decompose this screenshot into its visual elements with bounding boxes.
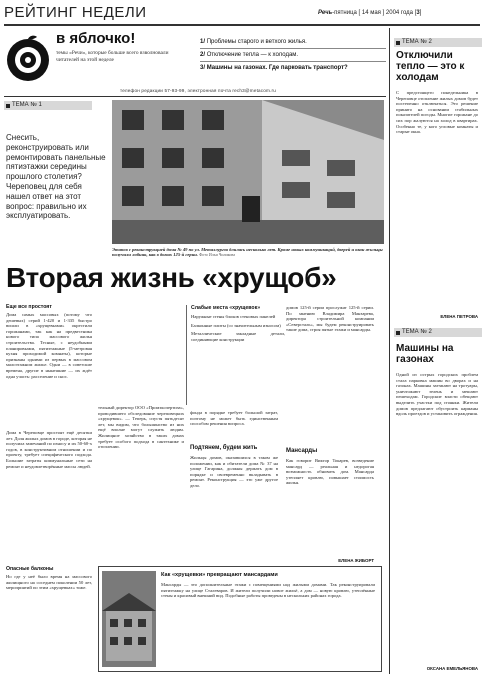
- page-number: 3: [416, 10, 420, 16]
- weak-point-3: Металлические закладные детали, соединяющие конструкции: [191, 331, 285, 342]
- masthead-meta: [318, 10, 421, 16]
- tema-2-bar-top: ТЕМА № 2: [394, 38, 482, 47]
- promo-item-1[interactable]: [200, 36, 386, 49]
- parking-headline: Машины на газонах: [396, 343, 454, 365]
- promo-rule: [4, 96, 386, 97]
- article-col-2: тельный директор ООО «Промэкспертиза», проводившего обследование череповецких «хрущевок». — Теперь, спустя пятьдесят лет, мы видим, что большинство из них ещё вполне могут служить людям. Жилищное хозяйство в таких домах требует особого подхода в сантехнике и отоплении.: [98, 405, 184, 450]
- article-col-3b: Жильцы домов, оказавшихся в таком же положении, как и обитатели дома № 37 на улице Гагарина, должны держать дом в порядке и своевременно вкладывать в ремонт. Реконструкция — это уже другое дело.: [190, 455, 278, 488]
- item-text: Проблемы старого и ветхого жилья.: [206, 39, 307, 45]
- subhead-balkony: Опасные балконы: [6, 566, 54, 572]
- lead-question: Снесить, реконструировать или ремонтировать панельные пятиэтажки середины прошлого столетия? Череповец для себя нашел ответ на этот вопрос: правильно их эксплуатировать.: [6, 133, 106, 221]
- right-divider: [389, 28, 390, 674]
- item-number: 2/: [200, 52, 206, 58]
- article-col-1b: Дома в Череповце простоят ещё десятки лет. Доля жилых домов в городе, которая не получила замечаний по износу и их 50-60-х годов, в конструктивном отношении и по проекту, требует специфического подхода. Большие затраты коммунальные сети на ремонт и неудовлетворённые массы людей.: [6, 430, 92, 469]
- item-number: 3/: [200, 65, 206, 71]
- article-col-4b: Как говорит Виктор Токарев, возведение мансард — реальная и недорогая возможность обновить дом. Мансарда утепляет кровлю, повышает стоимость жилья.: [286, 458, 374, 486]
- promo-item-2[interactable]: [200, 49, 386, 62]
- weak-points-box: [186, 305, 285, 405]
- tema-2-bar-bottom: ТЕМА № 2: [394, 328, 482, 337]
- promo-title: в яблочко!: [56, 30, 136, 47]
- bracket: ]: [419, 10, 422, 16]
- tema-1-bar: ТЕМА № 1: [4, 101, 92, 110]
- paper-name: Речь: [318, 10, 333, 16]
- weak-point-1: Наружные стены блоков стеновых панелей: [191, 314, 276, 319]
- heat-text: С предстоящего понедельника в Череповце отопление жилых домов будет постепенно отключаться. Это решение принято на основании стабильных показателей погоды. Многие горожане до сих пор жалуются на холод в квартирах. Особенно те, у кого угловые комнаты и старые окна.: [396, 90, 478, 135]
- subhead-mansardy: Мансарды: [286, 448, 318, 454]
- header-rule: [4, 24, 480, 26]
- building-photo: [112, 100, 384, 244]
- photo-caption: [112, 247, 384, 258]
- parking-text: Одной из острых городских проблем стала парковка машин во дворах и на газонах. Машины заезжают на тротуары, уничтожают зелень и мешают пешеходам. Городские власти обещают выделить участки под стоянки. Жители домов предлагают обустроить карманы вдоль проездов и установить ограждения.: [396, 372, 478, 417]
- mansard-photo: [102, 571, 156, 667]
- promo-list: [200, 36, 386, 74]
- article-col-1: Дома самых массовых (потому что дешевых) серий 1-420 и 1-335 быстро вошли в «хрущевками» окрестили горожанами, так как на предвестника нового типа массового жилья строительства. Тесные, с неудобными планировками, пятиэтажные (5-метровая кухня проходимой комнаты), которые признаны одними из первых в массовом малоэтажном жилье. Одни — в советские времена, другие в нынешние — их ждёт одна участь: расселение и снос.: [6, 312, 92, 379]
- promo-subtitle: темы «Речи», которые больше всего взволновали читателей на этой неделе: [56, 50, 169, 63]
- parking-byline: ОКСАНА ЕМЕЛЬЯНОВА: [426, 666, 478, 671]
- main-byline: ЕЛЕНА ЖИБОРТ: [338, 558, 374, 563]
- photo-credit: Фото Ильи Чиликова: [199, 252, 235, 258]
- weak-points-title: Слабые места «хрущевок»: [191, 305, 261, 311]
- subhead-podtyanem: Подтянем, будем жить: [190, 445, 258, 451]
- main-headline: Вторая жизнь «хрущоб»: [6, 262, 337, 293]
- item-text: Отключение тепла — к холодам.: [206, 52, 299, 58]
- contacts-line: телефон редакции 57-93-99, электронная почта rech3@metacom.ru: [120, 88, 277, 93]
- article-col-3: фонда в порядке требует большой затрат, поэтому не может быть единственным способом решения вопроса.: [190, 410, 278, 427]
- apple-icon: [4, 34, 52, 82]
- issue-date: -пятница [ 14 мая ] 2004 года [: [332, 10, 417, 16]
- mansard-box-title: Как «хрущевки» превращают мансардами: [161, 572, 278, 578]
- mansard-box: [98, 566, 382, 672]
- section-title: РЕЙТИНГ НЕДЕЛИ: [4, 4, 147, 21]
- item-text: Машины на газонах. Где парковать транспорт?: [206, 65, 348, 71]
- article-col-4: домов 125-й серии прослужат 125-й серии. По мнению Владимира Манзарева, директора строительной компании «Северсталь», мы будем реконструировать такие дома, строя пятые этажи и мансарды.: [286, 305, 374, 333]
- caption-text: Этапов с реконструкцией дома № 49 по ул. Металлургов длилась несколько лет. Кроме новых коммуникаций, дверей и окон жильцы получили лобник, как в домах 125-й серии.: [112, 247, 383, 258]
- heat-headline: Отключили тепло — это к холодам: [396, 50, 465, 83]
- item-number: 1/: [200, 39, 206, 45]
- mansard-box-text: Мансарды — это дополнительные этажи с помещениями над жилыми домами. Так реконструировали пятиэтажку на улице Сталеваров. И жители получили новое жильё, а дом — новую кровлю, утеплённые стены и красивый внешний вид. Подобные работы проведены в нескольких районах города.: [161, 582, 375, 599]
- subhead-prostoyat: Еще все простоят: [6, 304, 52, 310]
- weak-point-2: Балконные плиты (со значительным износом): [191, 322, 281, 328]
- heat-byline: ЕЛЕНА ПЕТРОВА: [440, 314, 478, 319]
- promo-box: [4, 28, 384, 83]
- promo-item-3[interactable]: [200, 62, 386, 74]
- article-col-1c: Но где у неё было время на массового жилищного на соседнем поколении 50 лет, мероприятий по этим «хрущевках» тоже.: [6, 574, 92, 591]
